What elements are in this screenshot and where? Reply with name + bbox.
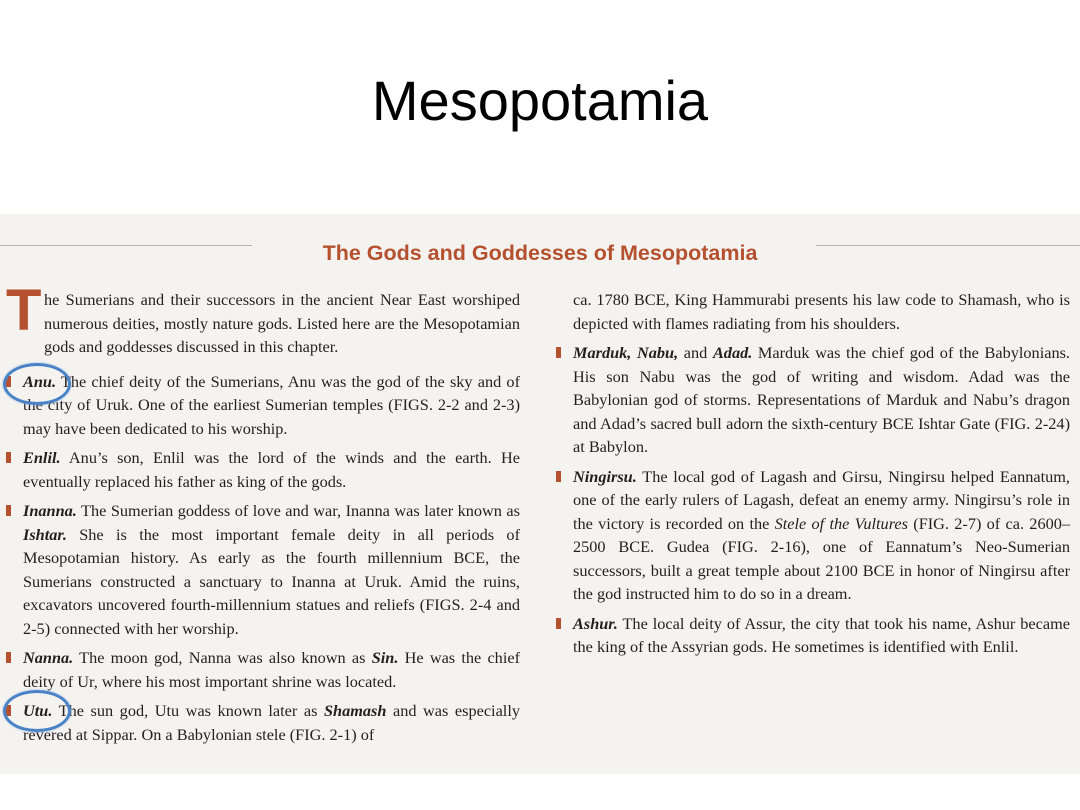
bullet-marker	[6, 652, 11, 663]
left-column	[6, 278, 520, 746]
slide-title: Mesopotamia	[371, 69, 709, 132]
entry-text: The sun god, Utu was known later as	[52, 701, 324, 720]
intro-paragraph	[6, 278, 520, 359]
entry-term: Ningirsu.	[573, 466, 637, 486]
entry-alt-name: Ishtar.	[23, 524, 67, 544]
entry-text: The chief deity of the Sumerians, Anu was the god of the sky and of the city of Uruk. One of the earliest Sumerian temples (FIGS. 2-2 and 2-3) may have been dedicated to his worship.	[23, 371, 520, 438]
entry-marduk	[573, 341, 1070, 459]
highlight-circle-anu	[3, 363, 71, 405]
entry-text: She is the most important female deity in all periods of Mesopotamian history. As early as the fourth millennium BCE, the Sumerians constructed a sanctuary to Inanna at Uruk. Amid the ruins, excavators uncovered fourth-millennium statues and reliefs (FIGS. 2-4 and 2-5) connected with her worship.	[23, 524, 520, 638]
entry-text: The Sumerian goddess of love and war, Inanna was later known as	[76, 501, 520, 520]
entry-term: Anu.	[23, 371, 57, 391]
entry-term: Adad.	[712, 343, 753, 362]
bullet-marker	[556, 347, 561, 358]
entry-nanna	[6, 646, 520, 693]
entry-text: He was the chief deity of Ur, where his most important shrine was located.	[23, 648, 520, 691]
entry-inanna	[6, 499, 520, 640]
continuation-text: ca. 1780 BCE, King Hammurabi presents his law code to Shamash, who is depicted with flames radiating from his shoulders.	[573, 290, 1070, 333]
bullet-marker	[6, 452, 11, 463]
entry-alt-name: Shamash	[323, 701, 387, 720]
entry-text: Anu’s son, Enlil was the lord of the winds and the earth. He eventually replaced his father as king of the gods.	[23, 448, 520, 491]
entry-term: Enlil.	[23, 448, 61, 467]
bullet-marker	[6, 505, 11, 516]
entry-ningirsu	[573, 465, 1070, 606]
intro-text: he Sumerians and their successors in the ancient Near East worshiped numerous deities, mostly nature gods. Listed here are the Mesopotamian gods and goddesses discussed in this chapter.	[44, 290, 520, 356]
bullet-marker	[556, 618, 561, 629]
entry-term: Marduk, Nabu,	[573, 343, 679, 362]
entry-text: (FIG. 2-7) of ca. 2600–2500 BCE. Gudea (FIG. 2-16), one of Eannatum’s Neo-Sumerian successors, built a great temple about 2100 BCE in honor of Ningirsu after the god instructed him to do so in a dream.	[573, 513, 1071, 603]
entry-term: Ashur.	[573, 613, 618, 633]
entry-term: Inanna.	[23, 501, 77, 520]
box-title: The Gods and Goddesses of Mesopotamia	[322, 241, 758, 265]
entry-text: Marduk was the chief god of the Babylonians. His son Nabu was the god of writing and wisdom. Adad was the Babylonian god of storms. Representations of Marduk and Nabu’s dragon and Adad’s sacred bull adorn the sixth-century BCE Ishtar Gate (FIG. 2-24) at Babylon.	[573, 343, 1070, 456]
entry-joiner: and	[678, 343, 713, 362]
entry-utu	[6, 699, 520, 746]
entry-enlil	[6, 446, 520, 493]
entry-term: Utu.	[23, 701, 53, 720]
right-column	[573, 288, 1070, 659]
entry-alt-name: Sin.	[371, 648, 399, 667]
highlight-circle-utu	[3, 690, 71, 732]
artwork-title: Stele of the Vultures	[774, 513, 908, 533]
entry-text: and was especially revered at Sippar. On a Babylonian stele (FIG. 2-1) of	[23, 701, 520, 744]
entry-ashur	[573, 612, 1070, 659]
entry-text: The local deity of Assur, the city that took his name, Ashur became the king of the Assyrian gods. He sometimes is identified with Enlil.	[573, 613, 1070, 656]
drop-cap: T	[6, 278, 42, 343]
entry-text: The moon god, Nanna was also known as	[73, 648, 372, 667]
entry-anu	[6, 370, 520, 441]
entry-text: The local god of Lagash and Girsu, Ningirsu helped Eannatum, one of the early rulers of Lagash, defeat an enemy army. Ningirsu’s role in the victory is recorded on the	[573, 466, 1070, 533]
bullet-marker	[556, 471, 561, 482]
entry-term: Nanna.	[23, 648, 74, 667]
